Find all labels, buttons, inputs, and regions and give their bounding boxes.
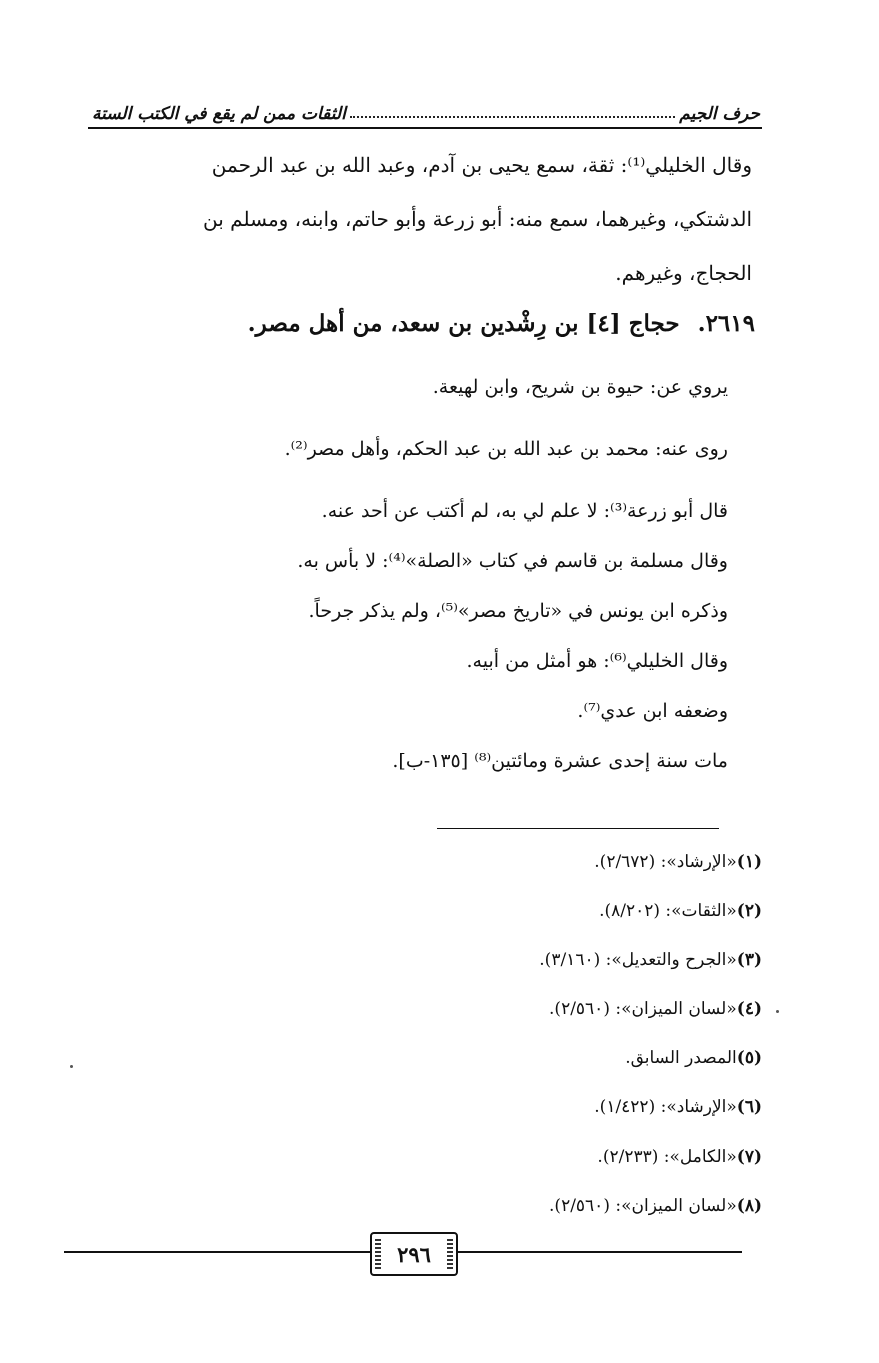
narrated-by: روى عنه: محمد بن عبد الله بن عبد الحكم، وأهل مصر⁽²⁾. xyxy=(284,438,728,460)
footnote: (٤)«لسان الميزان»: (٢/٥٦٠). xyxy=(549,999,762,1020)
narrates-from: يروي عن: حيوة بن شريح، وابن لهيعة. xyxy=(432,376,728,398)
scan-speck xyxy=(776,1010,779,1013)
footer-rule-right xyxy=(452,1251,742,1253)
footnote: (٢)«الثقات»: (٨/٢٠٢). xyxy=(599,901,762,922)
footer-rule-left xyxy=(64,1251,372,1253)
footnote: (٣)«الجرح والتعديل»: (٣/١٦٠). xyxy=(539,950,762,971)
statement-maslama: وقال مسلمة بن قاسم في كتاب «الصلة»⁽⁴⁾: لا بأس به. xyxy=(297,550,728,572)
running-header xyxy=(92,84,760,124)
page-number xyxy=(370,1232,458,1276)
footnotes xyxy=(462,838,762,1231)
header-chapter-title: حرف الجيم xyxy=(679,104,760,124)
footnote: (١)«الإرشاد»: (٢/٦٧٢). xyxy=(594,852,762,872)
page-number-text: ٢٩٦ xyxy=(397,1241,431,1267)
footnote: (٨)«لسان الميزان»: (٢/٥٦٠). xyxy=(549,1195,762,1216)
header-book-title: الثقات ممن لم يقع في الكتب الستة xyxy=(92,104,346,124)
scan-speck xyxy=(70,1065,73,1068)
entry-number: ٢٦١٩. xyxy=(697,310,755,337)
footnote-separator xyxy=(437,828,719,829)
footnote: (٥)المصدر السابق. xyxy=(625,1048,762,1069)
footnote: (٧)«الكامل»: (٢/٢٣٣). xyxy=(597,1146,762,1167)
statement-ibn-yunus: وذكره ابن يونس في «تاريخ مصر»⁽⁵⁾، ولم يذكر جرحاً. xyxy=(308,600,728,622)
header-rule xyxy=(88,127,762,129)
statement-ibn-adi: وضعفه ابن عدي⁽⁷⁾. xyxy=(577,700,728,722)
statement-khalili: وقال الخليلي⁽⁶⁾: هو أمثل من أبيه. xyxy=(466,650,728,672)
footnote: (٦)«الإرشاد»: (١/٤٢٢). xyxy=(594,1097,762,1118)
death-date: مات سنة إحدى عشرة ومائتين⁽⁸⁾ [١٣٥-ب]. xyxy=(392,750,728,772)
intro-line-1: وقال الخليلي⁽¹⁾: ثقة، سمع يحيى بن آدم، وعبد الله بن عبد الرحمن xyxy=(211,153,752,177)
statement-abu-zura: قال أبو زرعة⁽³⁾: لا علم لي به، لم أكتب عن أحد عنه. xyxy=(321,500,728,522)
header-dot-leader xyxy=(350,116,675,118)
entry-heading xyxy=(135,300,755,348)
entry-title: حجاج [٤] بن رِشْدين بن سعد، من أهل مصر. xyxy=(247,310,680,337)
intro-line-3: الحجاج، وغيرهم. xyxy=(615,261,752,285)
entry-body xyxy=(168,362,728,786)
intro-paragraph xyxy=(112,138,752,300)
intro-line-2: الدشتكي، وغيرهما، سمع منه: أبو زرعة وأبو حاتم، وابنه، ومسلم بن xyxy=(203,207,752,231)
